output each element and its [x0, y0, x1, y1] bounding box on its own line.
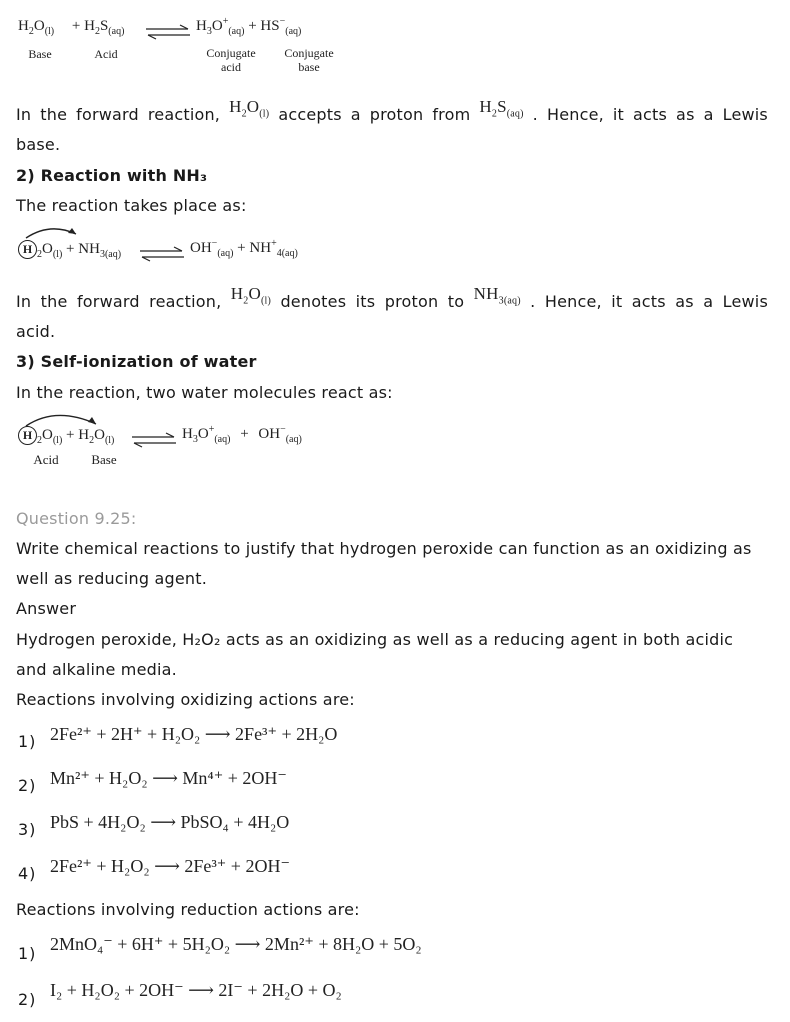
para-forward-reaction-2: In the forward reaction, $H_2O_{(l)}$ denotes its proton to $NH_{3(aq)}$ . Hence, it acts as a Lewis: [16, 284, 768, 311]
circled-h: H: [18, 426, 37, 445]
question-title: Question 9.25:: [16, 509, 137, 528]
label-base: Base: [28, 47, 52, 61]
formula-nh3: $NH_{3(aq)}$: [473, 284, 521, 307]
label-acid: Acid: [94, 47, 118, 61]
nh3-reaction: H $_2O_{(l)} + NH_{3(aq)}$: [18, 240, 121, 259]
question-text-line2: well as reducing agent.: [16, 569, 208, 588]
self-ion-products: $H_3O^+_{(aq)} + OH^-_{(aq)}$: [182, 424, 302, 445]
formula-h2o: $H_2O_{(l)}$: [230, 284, 272, 307]
answer-label: Answer: [16, 599, 77, 618]
reactant-h2o: $H_2O_{(l)}$: [18, 18, 55, 37]
label-acid-2: Acid: [33, 452, 59, 467]
equilibrium-arrow-nh3: [138, 246, 186, 262]
product-hs: $HS^-_{(aq)}$: [260, 16, 302, 37]
circled-h: H: [18, 240, 37, 259]
nh3-products: $OH^-_{(aq)} + NH^+_{4(aq)}$: [190, 238, 298, 259]
answer-line2: and alkaline media.: [16, 660, 177, 679]
formula-h2s: $H_2S_{(aq)}$: [479, 97, 524, 120]
equilibrium-arrow: [144, 24, 192, 40]
answer-line1: Hydrogen peroxide, H₂O₂ acts as an oxidizing as well as a reducing agent in both acidic: [16, 630, 734, 649]
top-products: $H_3O^+_{(aq)} + HS^-_{(aq)}$: [196, 16, 302, 37]
top-reaction: $H_2O_{(l)} + H_2S_{(aq)}$: [18, 18, 125, 37]
self-ion-reaction: H $_2O_{(l)} + H_2O_{(l)}$: [18, 426, 114, 445]
reactant-h2s: $H_2S_{(aq)}$: [84, 18, 125, 37]
label-conjugate-base: Conjugate base: [284, 46, 334, 74]
para-forward-reaction-1-wrap: base.: [16, 135, 61, 154]
para-forward-reaction-1: In the forward reaction, $H_2O_{(l)}$ accepts a proton from $H_2S_{(aq)}$ . Hence, it acts as a Lewis: [16, 97, 768, 124]
label-base-2: Base: [91, 452, 117, 467]
question-text-line1: Write chemical reactions to justify that hydrogen peroxide can function as an oxidizing as: [16, 539, 752, 558]
oxidizing-intro: Reactions involving oxidizing actions are:: [16, 690, 355, 709]
proton-transfer-arrow: [22, 224, 82, 240]
two-water-molecules: In the reaction, two water molecules react as:: [16, 383, 393, 402]
label-conjugate-acid: Conjugate acid: [206, 46, 256, 74]
equilibrium-arrow-self-ion: [130, 432, 178, 448]
heading-self-ionization: 3) Self-ionization of water: [16, 352, 257, 371]
para-forward-reaction-2-wrap: acid.: [16, 322, 56, 341]
formula-h2o: $H_2O_{(l)}$: [229, 97, 270, 120]
heading-reaction-nh3: 2) Reaction with NH₃: [16, 166, 208, 185]
reaction-takes-place: The reaction takes place as:: [16, 196, 247, 215]
product-h3o: $H_3O^+_{(aq)}$: [196, 16, 245, 37]
reduction-intro: Reactions involving reduction actions are:: [16, 900, 360, 919]
